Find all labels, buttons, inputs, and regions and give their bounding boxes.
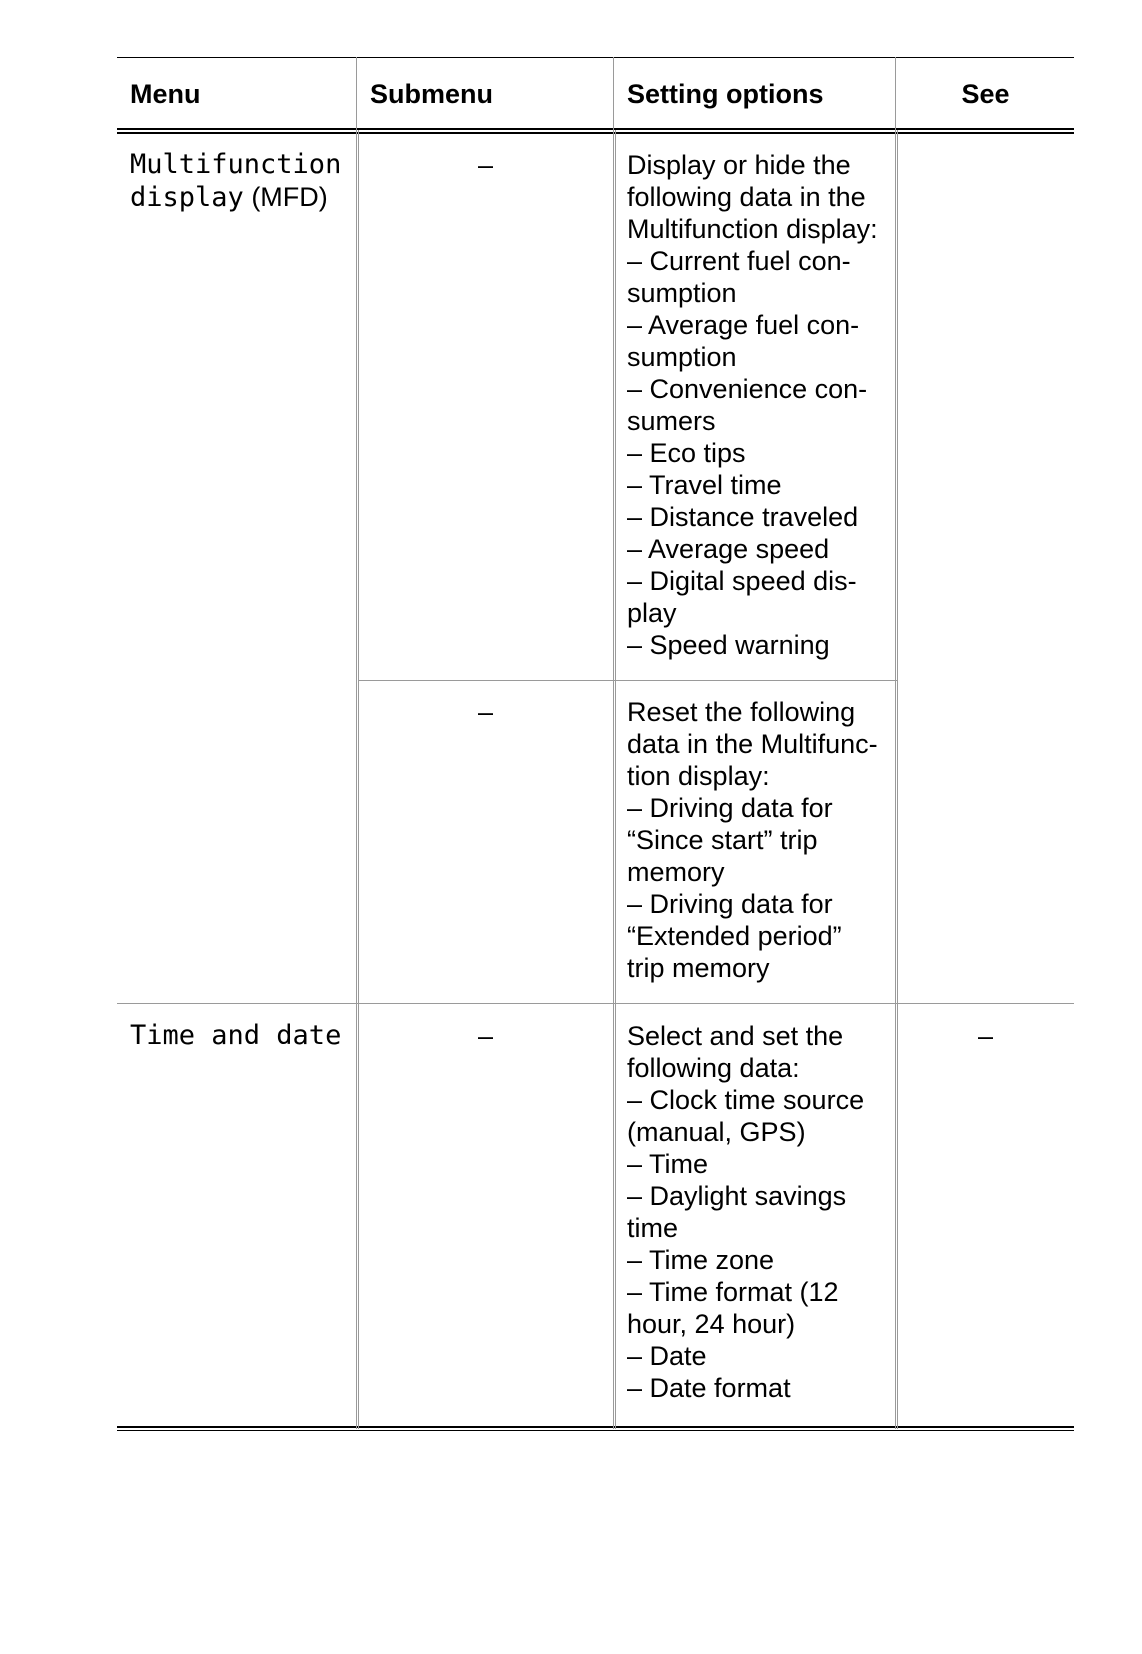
option-line: – Average speed (627, 534, 830, 564)
option-line: – Time zone (627, 1245, 775, 1275)
option-line: “Since start” trip (627, 825, 818, 855)
submenu-cell-mfd-reset: – (477, 697, 494, 727)
col-divider-2b (615, 130, 616, 1429)
options-cell-mfd-display (627, 149, 878, 661)
option-line: – Date (627, 1341, 707, 1371)
option-line: Multifunction display: (627, 214, 878, 244)
col-divider-2 (613, 57, 614, 1429)
option-line: tion display: (627, 761, 770, 791)
option-line: sumption (627, 342, 737, 372)
menu-cell-mfd (130, 149, 356, 214)
row-divider-sub (358, 680, 897, 681)
options-cell-mfd-reset (627, 696, 878, 984)
option-line: (manual, GPS) (627, 1117, 806, 1147)
option-line: – Convenience con- (627, 374, 868, 404)
option-line: data in the Multifunc- (627, 729, 878, 759)
table-top-rule (117, 57, 1074, 58)
menu-label-line1: Multifunction (130, 149, 342, 180)
option-line: – Date format (627, 1373, 791, 1403)
submenu-cell-time-date: – (477, 1021, 494, 1051)
col-divider-1b (358, 130, 359, 1429)
col-divider-1 (356, 57, 357, 1429)
header-setting-options: Setting options (627, 79, 824, 109)
settings-table (117, 57, 1074, 1430)
option-line: sumption (627, 278, 737, 308)
option-line: Reset the following (627, 697, 856, 727)
option-line: – Distance traveled (627, 502, 859, 532)
option-line: “Extended period” (627, 921, 842, 951)
col-divider-3 (895, 57, 896, 1429)
option-line: hour, 24 hour) (627, 1309, 796, 1339)
menu-cell-time-date: Time and date (130, 1020, 342, 1051)
bottom-rule-upper (117, 1426, 1074, 1428)
header-see: See (961, 79, 1010, 109)
option-line: – Daylight savings (627, 1181, 847, 1211)
option-line: memory (627, 857, 725, 887)
header-rule-upper (117, 128, 1074, 130)
option-line: – Speed warning (627, 630, 830, 660)
option-line: – Driving data for (627, 793, 833, 823)
option-line: play (627, 598, 677, 628)
option-line: Select and set the (627, 1021, 844, 1051)
option-line: – Average fuel con- (627, 310, 860, 340)
see-cell-time-date: – (977, 1021, 994, 1051)
option-line: – Eco tips (627, 438, 746, 468)
submenu-cell-mfd-display: – (477, 150, 494, 180)
option-line: following data: (627, 1053, 800, 1083)
bottom-rule-lower (117, 1430, 1074, 1431)
header-rule-lower (117, 132, 1074, 134)
option-line: following data in the (627, 182, 866, 212)
header-submenu: Submenu (370, 79, 494, 109)
header-menu: Menu (130, 79, 201, 109)
option-line: – Clock time source (627, 1085, 865, 1115)
option-line: – Current fuel con- (627, 246, 851, 276)
options-cell-time-date (627, 1020, 864, 1404)
option-line: – Driving data for (627, 889, 833, 919)
menu-label-line2: display (MFD) (130, 182, 328, 213)
option-line: – Travel time (627, 470, 782, 500)
col-divider-3b (897, 130, 898, 1429)
option-line: Display or hide the (627, 150, 851, 180)
option-line: – Digital speed dis- (627, 566, 857, 596)
row-divider-main (117, 1003, 1074, 1004)
option-line: – Time format (12 (627, 1277, 839, 1307)
option-line: trip memory (627, 953, 770, 983)
option-line: time (627, 1213, 679, 1243)
option-line: – Time (627, 1149, 709, 1179)
option-line: sumers (627, 406, 716, 436)
